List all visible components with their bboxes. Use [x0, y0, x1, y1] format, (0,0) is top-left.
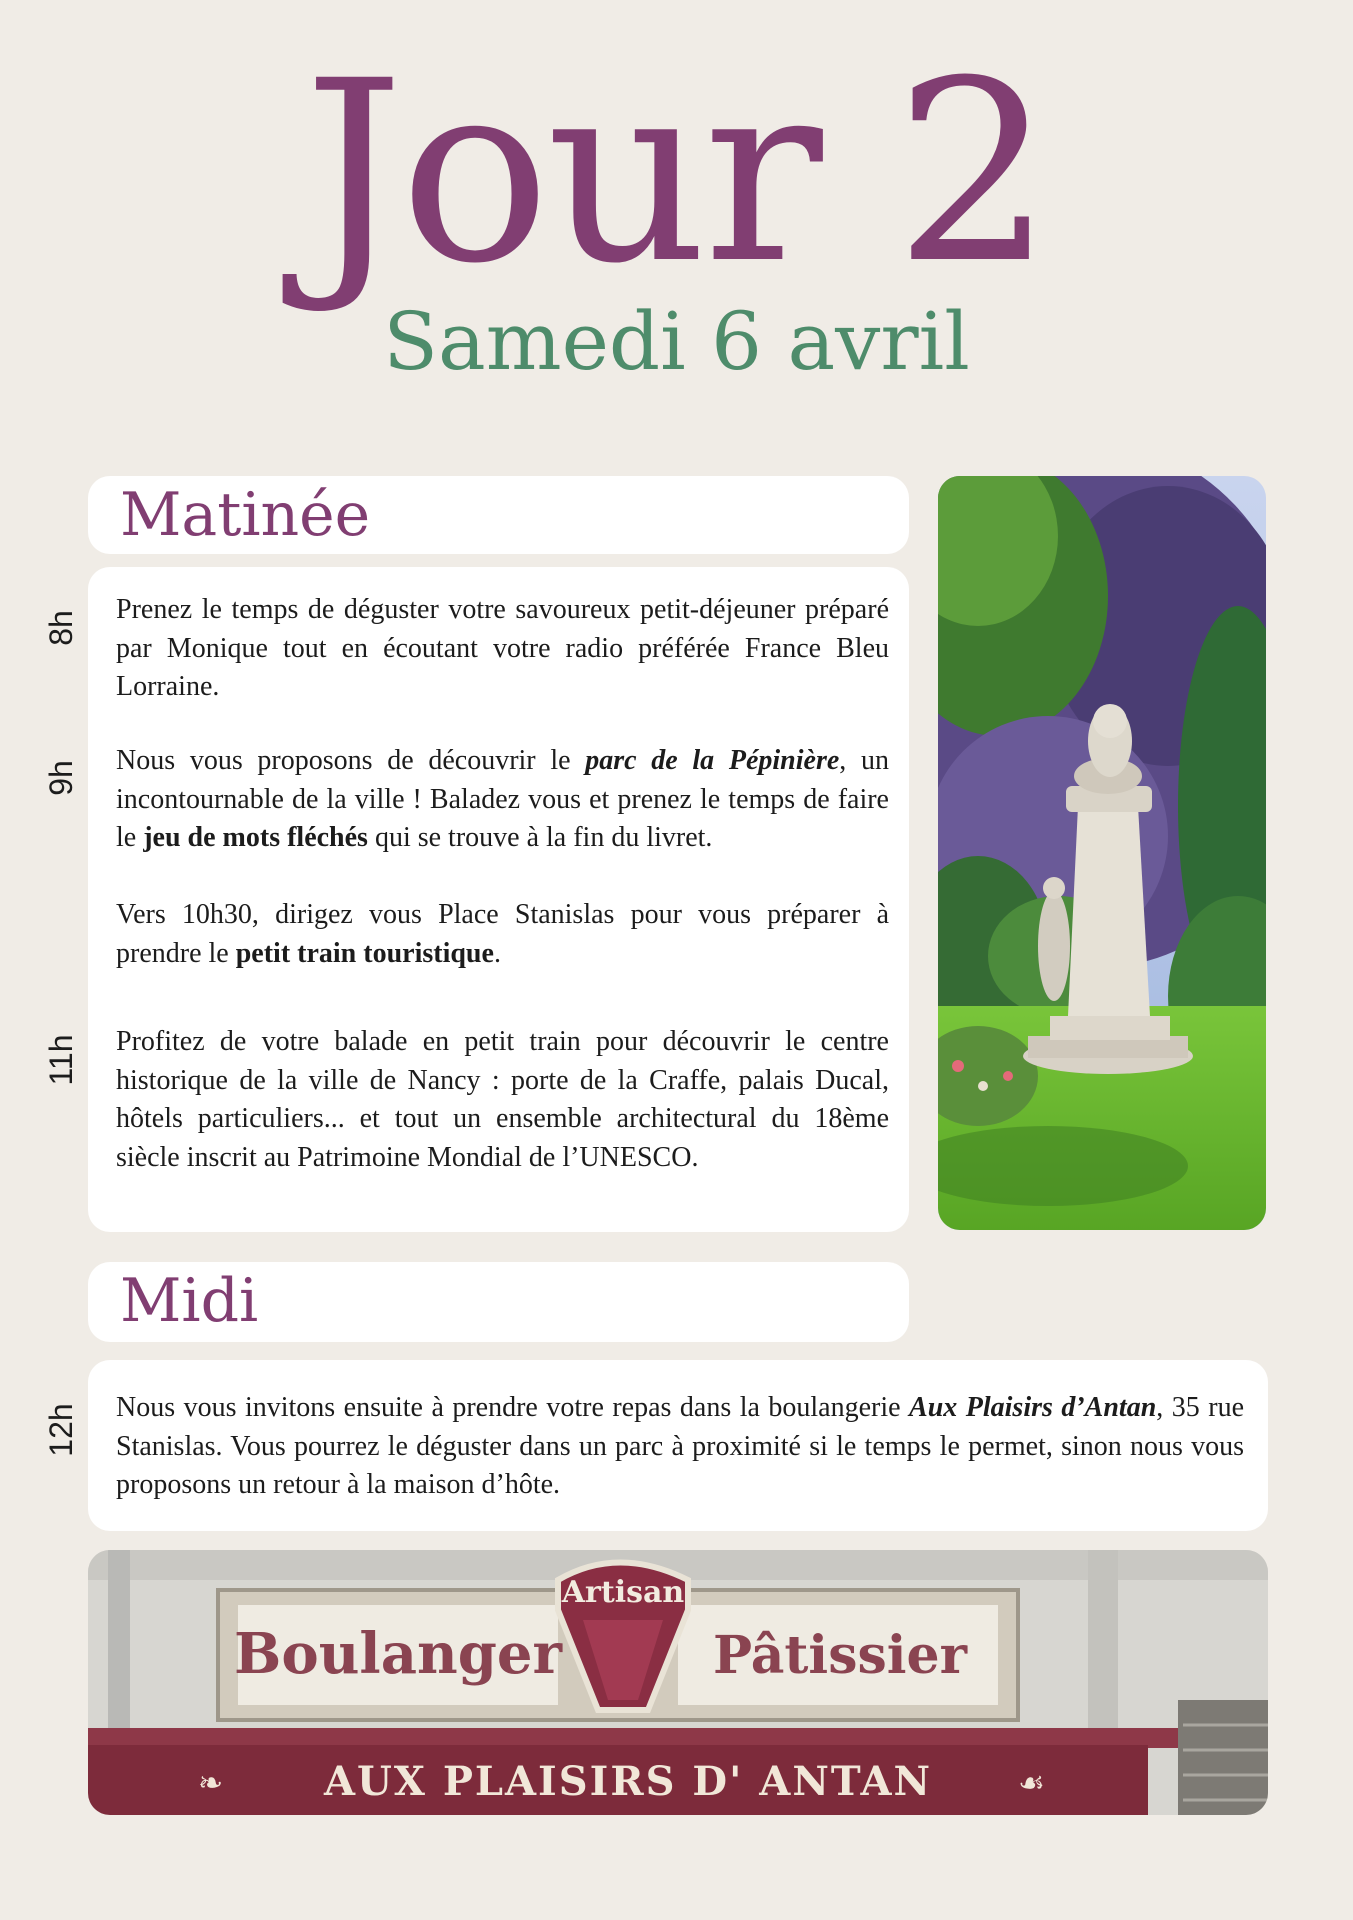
matinee-paragraph-3 [116, 896, 889, 973]
petit-train: petit train touristique [235, 937, 494, 969]
matinee-text-2c: , un incontournable de la ville ! Baladez vous et prenez le temps de faire le [116, 745, 889, 853]
matinee-text-2e: qui se trouve à la fin du livret. [367, 822, 713, 853]
matinee-text-2a: Nous vous proposons de découvrir le [116, 745, 586, 776]
midi-header-text: Midi [120, 1266, 259, 1336]
section-header-midi [88, 1262, 909, 1342]
matinee-paragraph-1 [116, 591, 889, 707]
matinee-header-text: Matinée [120, 480, 371, 550]
midi-text-c: , 35 rue Stanislas. Vous pourrez le déguster dans un parc à proximité si le temps le permet, sinon nous vous proposons un retour à la maison d’hôte. [116, 1392, 1244, 1500]
flourish-left-icon: ❧ [198, 1766, 224, 1801]
sign-boulanger: Boulanger [234, 1621, 562, 1687]
midi-text-a: Nous vous invitons ensuite à prendre votre repas dans la boulangerie [116, 1392, 910, 1423]
matinee-text-3c: . [493, 937, 501, 969]
parc-pepiniere-link: parc de la Pépinière [585, 745, 840, 776]
matinee-text-3a: Vers 10h30, dirigez vous Place Stanislas pour vous préparer à prendre le [116, 899, 889, 969]
park-statue-image [938, 476, 1266, 1230]
midi-paragraph [116, 1389, 1244, 1505]
time-label-11h: 11h [43, 1034, 79, 1086]
time-label-9h: 9h [43, 760, 79, 796]
awning-text: AUX PLAISIRS D' ANTAN [323, 1758, 933, 1805]
park-photo [938, 476, 1266, 1230]
matinee-text-4: Profitez de votre balade en petit train pour découvrir le centre historique de la ville de Nancy : porte de la Craffe, palais Ducal, hôtels particuliers... et tout un ensemble architectural du 18ème siècle inscrit au Patrimoine Mondial de l’UNESCO. [116, 1026, 889, 1173]
sign-patissier: Pâtissier [713, 1625, 967, 1686]
flourish-right-icon: ☙ [1018, 1766, 1045, 1801]
page-subtitle: Samedi 6 avril [383, 295, 970, 388]
jeu-mots-fleches: jeu de mots fléchés [143, 822, 368, 853]
sign-artisan: Artisan [561, 1575, 685, 1610]
bakery-photo [88, 1550, 1268, 1815]
time-label-8h: 8h [43, 610, 79, 646]
bakery-facade-image [88, 1550, 1268, 1815]
matinee-text-1: Prenez le temps de déguster votre savoureux petit-déjeuner préparé par Monique tout en écoutant votre radio préférée France Bleu Lorraine. [116, 594, 889, 702]
section-header-matinee [88, 476, 909, 554]
time-label-12h: 12h [43, 1403, 79, 1457]
matinee-paragraph-2 [116, 742, 889, 858]
aux-plaisirs-antan: Aux Plaisirs d’Antan [909, 1392, 1157, 1423]
matinee-paragraph-4 [116, 1023, 889, 1177]
page-title: Jour 2 [303, 27, 1050, 318]
